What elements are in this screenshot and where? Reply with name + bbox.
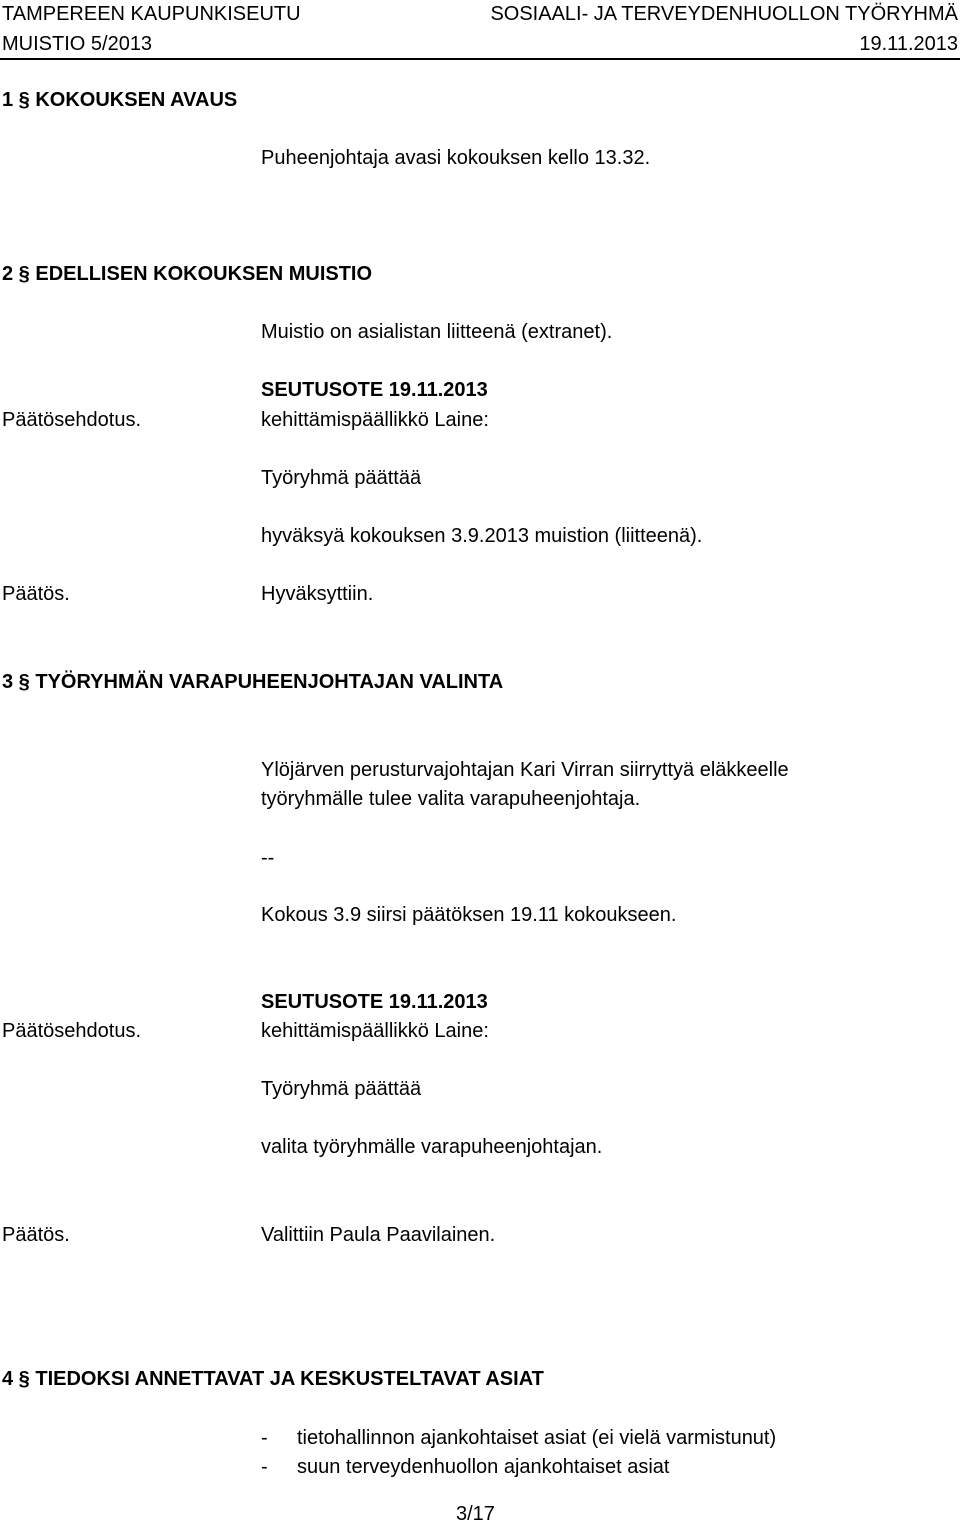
list-item-bullet: - — [261, 1456, 268, 1478]
section-3-heading: 3 § TYÖRYHMÄN VARAPUHEENJOHTAJAN VALINTA — [2, 671, 504, 693]
section-2-decides: Työryhmä päättää — [261, 467, 422, 489]
section-2-heading: 2 § EDELLISEN KOKOUKSEN MUISTIO — [2, 263, 373, 285]
section-3-decision: Valittiin Paula Paavilainen. — [261, 1224, 496, 1246]
section-1-text: Puheenjohtaja avasi kokouksen kello 13.32. — [261, 147, 651, 169]
section-3-proposal-label: Päätösehdotus. — [2, 1020, 141, 1042]
section-2-decision: Hyväksyttiin. — [261, 583, 374, 605]
section-2-proposal-org: SEUTUSOTE 19.11.2013 — [261, 379, 488, 401]
section-1-heading: 1 § KOKOUKSEN AVAUS — [2, 89, 238, 111]
list-item: suun terveydenhuollon ajankohtaiset asiat — [297, 1456, 670, 1478]
list-item: tietohallinnon ajankohtaiset asiat (ei vielä varmistunut) — [297, 1427, 777, 1449]
header-memo-number: MUISTIO 5/2013 — [2, 33, 153, 55]
section-3-text-line1: Ylöjärven perusturvajohtajan Kari Virran siirryttyä eläkkeelle — [261, 759, 789, 781]
section-3-decision-label: Päätös. — [2, 1224, 70, 1246]
header-organization: TAMPEREEN KAUPUNKISEUTU — [2, 3, 301, 25]
section-3-moved-note: Kokous 3.9 siirsi päätöksen 19.11 kokoukseen. — [261, 904, 677, 926]
section-3-text-line2: työryhmälle tulee valita varapuheenjohtaja. — [261, 788, 641, 810]
header-working-group: SOSIAALI- JA TERVEYDENHUOLLON TYÖRYHMÄ — [490, 3, 958, 25]
list-item-bullet: - — [261, 1427, 268, 1449]
section-3-proposal-org: SEUTUSOTE 19.11.2013 — [261, 991, 488, 1013]
section-3-dash: -- — [261, 847, 275, 869]
header-date: 19.11.2013 — [859, 33, 958, 55]
section-3-proposal-by: kehittämispäällikkö Laine: — [261, 1020, 489, 1042]
header-divider — [0, 58, 960, 60]
section-2-proposal-by: kehittämispäällikkö Laine: — [261, 409, 489, 431]
section-2-decision-label: Päätös. — [2, 583, 70, 605]
section-3-decides: Työryhmä päättää — [261, 1078, 422, 1100]
section-3-decides-what: valita työryhmälle varapuheenjohtajan. — [261, 1136, 603, 1158]
section-2-proposal-label: Päätösehdotus. — [2, 409, 141, 431]
section-4-heading: 4 § TIEDOKSI ANNETTAVAT JA KESKUSTELTAVAT ASIAT — [2, 1368, 544, 1390]
section-2-decides-what: hyväksyä kokouksen 3.9.2013 muistion (liitteenä). — [261, 525, 703, 547]
section-2-text: Muistio on asialistan liitteenä (extranet). — [261, 321, 613, 343]
page-number: 3/17 — [456, 1503, 495, 1525]
